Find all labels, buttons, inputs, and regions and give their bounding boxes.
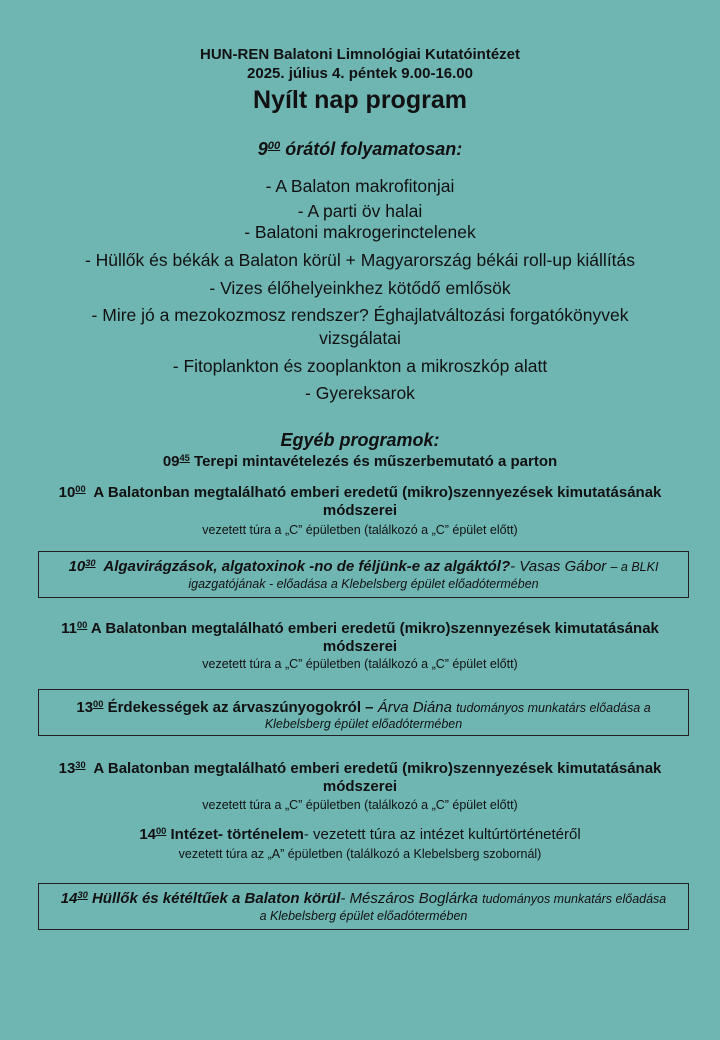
event-1030-note: igazgatójának - előadása a Klebelsberg épület előadótermében — [188, 577, 539, 591]
event-1300-note: Klebelsberg épület előadótermében — [264, 717, 463, 731]
event-1000-title: $10^{00}$ A Balatonban megtalálható emberi eredetű (mikro)szennyezések kimutatásának — [58, 483, 662, 501]
list-item: - Vizes élőhelyeinkhez kötődő emlősök — [209, 278, 511, 298]
event-1100-note: vezetett túra a „C” épületben (találkozó a „C” épület előtt) — [202, 657, 518, 671]
event-1430-box — [38, 883, 689, 930]
event-1400-title: $14^{00}$ Intézet- történelem- vezetett túra az intézet kultúrtörténetéről — [139, 825, 581, 843]
list-item: - Balatoni makrogerinctelenek — [244, 222, 476, 242]
event-1430-title: $14^{30}$ Hüllők és kétéltűek a Balaton körül- Mészáros Boglárka tudományos munkatárs előadása — [60, 889, 667, 907]
event-1430-note: a Klebelsberg épület előadótermében — [259, 909, 468, 923]
event-1030-title: $10^{30}$ Algavirágzások, algatoxinok -no de féljünk-e az algáktól?- Vasas Gábor – a BLKI — [68, 557, 659, 575]
event-1100-title: $11^{00}$ A Balatonban megtalálható emberi eredetű (mikro)szennyezések kimutatásának — [61, 619, 659, 637]
event-1330-title-cont: módszerei — [322, 778, 398, 795]
list-item: - A parti öv halai — [297, 201, 423, 221]
continuous-heading: $9^{00}$ órától folyamatosan: — [257, 139, 463, 159]
event-1330-note: vezetett túra a „C” épületben (találkozó a „C” épület előtt) — [202, 798, 518, 812]
event-1000-note: vezetett túra a „C” épületben (találkozó a „C” épület előtt) — [202, 523, 518, 537]
page-title: Nyílt nap program — [253, 86, 467, 114]
event-1030-box — [38, 551, 689, 598]
event-1300-box — [38, 689, 689, 736]
other-programs-heading: Egyéb programok: — [280, 430, 440, 450]
list-item: - A Balaton makrofitonjai — [265, 176, 455, 196]
institute-name: HUN-REN Balatoni Limnológiai Kutatóintézet — [200, 46, 520, 63]
event-1000-title-cont: módszerei — [322, 502, 398, 519]
event-1400-note: vezetett túra az „A” épületben (találkozó a Klebelsberg szobornál) — [178, 847, 542, 861]
event-1100-title-cont: módszerei — [322, 638, 398, 655]
list-item: - Mire jó a mezokozmosz rendszer? Éghajlatváltozási forgatókönyvek — [91, 305, 629, 325]
list-item: - Gyereksarok — [305, 383, 415, 403]
event-1330-title: $13^{30}$ A Balatonban megtalálható emberi eredetű (mikro)szennyezések kimutatásának — [58, 759, 662, 777]
event-date: 2025. július 4. péntek 9.00-16.00 — [247, 65, 473, 82]
list-item: vizsgálatai — [319, 328, 401, 348]
event-0945: $09^{45}$ Terepi mintavételezés és műszerbemutató a parton — [162, 452, 558, 470]
list-item: - Hüllők és békák a Balaton körül + Magyarország békái roll-up kiállítás — [84, 250, 636, 270]
list-item: - Fitoplankton és zooplankton a mikroszkóp alatt — [172, 356, 548, 376]
event-1300-title: $13^{00}$ Érdekességek az árvaszúnyogokról – Árva Diána tudományos munkatárs előadása a — [76, 698, 651, 716]
